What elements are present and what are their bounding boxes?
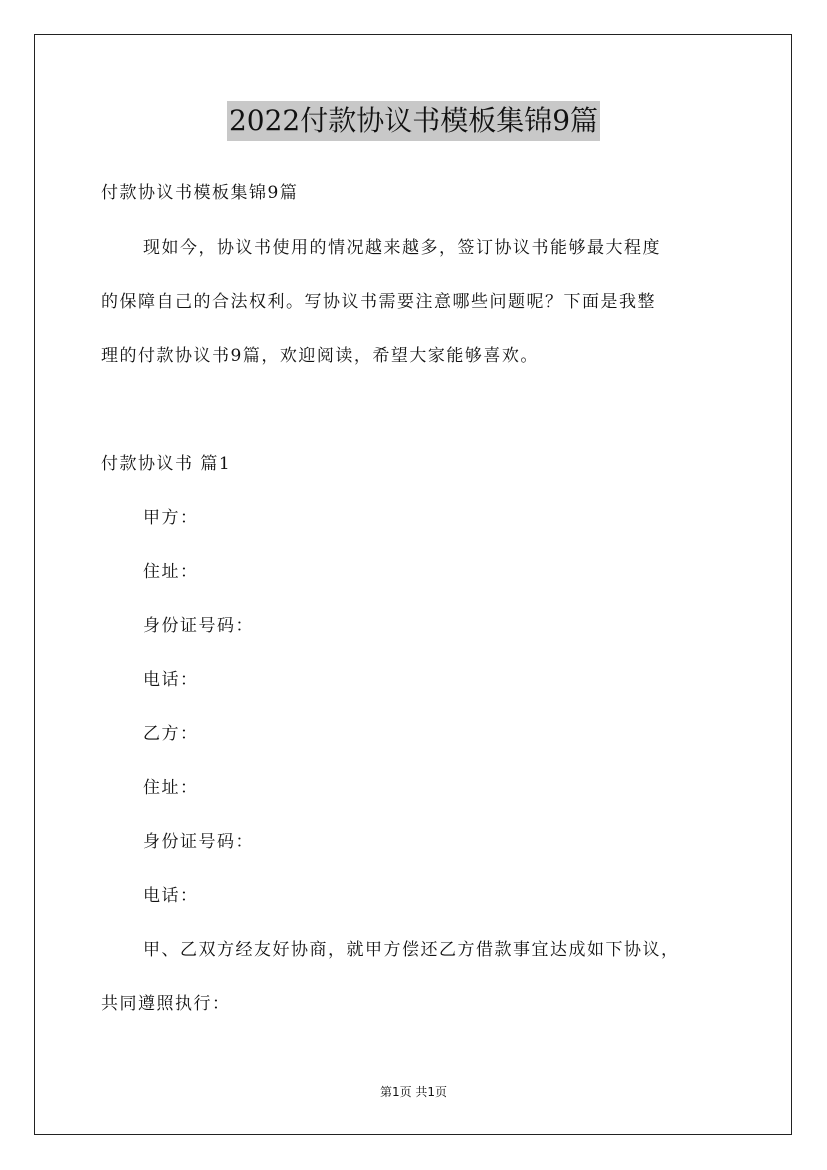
document-subtitle: 付款协议书模板集锦9篇 bbox=[101, 183, 299, 203]
field-party-b: 乙方： bbox=[143, 724, 199, 744]
field-id-number-b: 身份证号码： bbox=[143, 832, 254, 852]
title-container bbox=[0, 101, 827, 141]
agreement-line-1: 甲、乙双方经友好协商，就甲方偿还乙方借款事宜达成如下协议， bbox=[143, 940, 680, 960]
page-number-footer: 第1页 共1页 bbox=[379, 1085, 448, 1099]
field-phone-b: 电话： bbox=[143, 886, 199, 906]
agreement-line-2: 共同遵照执行： bbox=[101, 994, 231, 1014]
section-heading: 付款协议书 篇1 bbox=[101, 454, 232, 474]
field-id-number-a: 身份证号码： bbox=[143, 616, 254, 636]
document-title: 2022付款协议书模板集锦9篇 bbox=[227, 101, 600, 141]
intro-line-1: 现如今，协议书使用的情况越来越多，签订协议书能够最大程度 bbox=[143, 238, 661, 258]
field-address-a: 住址： bbox=[143, 562, 199, 582]
intro-line-2: 的保障自己的合法权利。写协议书需要注意哪些问题呢？下面是我整 bbox=[101, 292, 656, 312]
field-address-b: 住址： bbox=[143, 778, 199, 798]
intro-line-3: 理的付款协议书9篇，欢迎阅读，希望大家能够喜欢。 bbox=[101, 346, 539, 366]
field-party-a: 甲方： bbox=[143, 508, 199, 528]
field-phone-a: 电话： bbox=[143, 670, 199, 690]
